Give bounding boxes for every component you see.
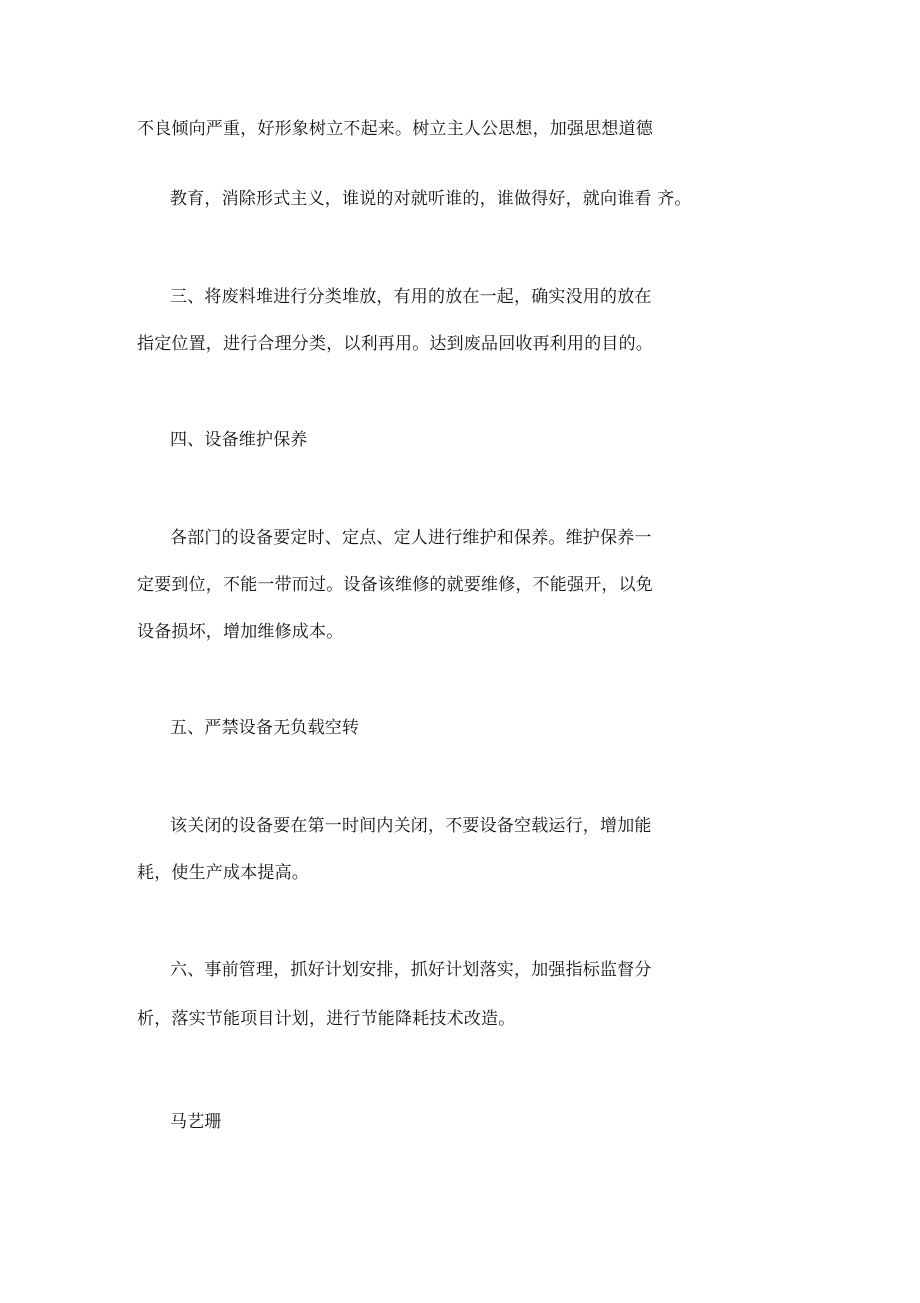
text-line: 各部门的设备要定时、定点、定人进行维护和保养。维护保养一 — [170, 528, 652, 548]
text-line: 析，落实节能项目计划，进行节能降耗技术改造。 — [137, 1009, 516, 1029]
text-line: 六、事前管理，抓好计划安排，抓好计划落实，加强指标监督分 — [170, 960, 652, 980]
text-line: 不良倾向严重，好形象树立不起来。树立主人公思想，加强思想道德 — [137, 119, 653, 139]
text-line: 三、将废料堆进行分类堆放，有用的放在一起，确实没用的放在 — [170, 287, 652, 307]
text-line: 指定位置，进行合理分类，以利再用。达到废品回收再利用的目的。 — [137, 334, 653, 354]
text-line: 耗，使生产成本提高。 — [137, 863, 309, 883]
author-name: 马艺珊 — [170, 1112, 222, 1132]
text-line: 定要到位，不能一带而过。设备该维修的就要维修，不能强开，以免 — [137, 575, 653, 595]
text-line: 教育，消除形式主义，谁说的对就听谁的，谁做得好，就向谁看 齐。 — [170, 189, 692, 209]
section-heading: 五、严禁设备无负载空转 — [170, 718, 360, 738]
text-line: 该关闭的设备要在第一时间内关闭，不要设备空载运行，增加能 — [170, 816, 652, 836]
section-heading: 四、设备维护保养 — [170, 430, 308, 450]
text-line: 设备损坏，增加维修成本。 — [137, 622, 344, 642]
